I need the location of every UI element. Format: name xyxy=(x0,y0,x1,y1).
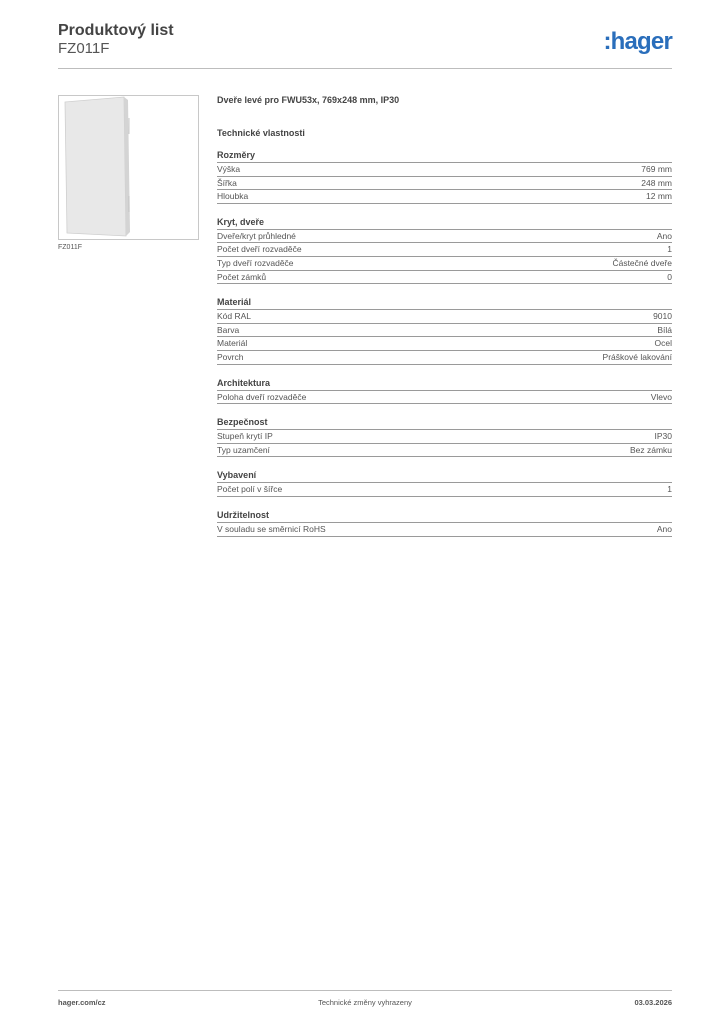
footer-divider xyxy=(58,990,672,991)
hager-logo: :hager xyxy=(603,28,672,55)
property-label: Kód RAL xyxy=(217,311,252,322)
page-header xyxy=(58,21,174,58)
property-label: Povrch xyxy=(217,351,244,362)
property-row xyxy=(217,243,672,257)
property-value: Částečné dveře xyxy=(612,257,672,268)
property-value: Práškové lakování xyxy=(602,351,672,362)
section-heading: Udržitelnost xyxy=(217,509,672,523)
property-row xyxy=(217,310,672,324)
property-value: Bílá xyxy=(657,324,672,335)
property-section xyxy=(217,377,672,405)
product-image xyxy=(58,95,199,240)
property-value: 0 xyxy=(667,271,672,282)
property-label: Dveře/kryt průhledné xyxy=(217,230,296,241)
property-label: Poloha dveří rozvaděče xyxy=(217,391,307,402)
section-heading: Architektura xyxy=(217,377,672,391)
property-row xyxy=(217,351,672,365)
footer-date: 03.03.2026 xyxy=(634,998,672,1007)
property-value: 1 xyxy=(667,484,672,495)
property-value: 9010 xyxy=(653,311,672,322)
property-value: 769 mm xyxy=(641,164,672,174)
property-row xyxy=(217,271,672,285)
property-row xyxy=(217,523,672,537)
footer-note: Technické změny vyhrazeny xyxy=(318,998,412,1007)
page-title: Produktový list xyxy=(58,22,174,39)
property-label: Výška xyxy=(217,164,241,174)
property-value: Ano xyxy=(656,523,672,534)
product-description: Dveře levé pro FWU53x, 769x248 mm, IP30 xyxy=(217,95,400,105)
property-row xyxy=(217,230,672,244)
product-code: FZ011F xyxy=(58,40,110,57)
property-label: Šířka xyxy=(217,177,237,188)
properties-list xyxy=(217,149,672,537)
property-label: V souladu se směrnicí RoHS xyxy=(217,523,326,534)
property-row xyxy=(217,163,672,177)
property-value: 12 mm xyxy=(646,191,672,202)
image-caption: FZ011F xyxy=(58,244,82,251)
property-row xyxy=(217,177,672,191)
property-value: Bez zámku xyxy=(629,444,672,455)
property-value: 248 mm xyxy=(641,177,672,188)
property-section xyxy=(217,149,672,204)
property-row xyxy=(217,483,672,497)
property-section xyxy=(217,296,672,364)
property-section xyxy=(217,469,672,497)
property-label: Stupeň krytí IP xyxy=(217,431,273,442)
property-label: Počet dveří rozvaděče xyxy=(217,244,302,255)
property-label: Barva xyxy=(217,324,240,335)
door-panel-image xyxy=(59,96,198,239)
property-row xyxy=(217,444,672,458)
section-heading: Vybavení xyxy=(217,469,672,483)
property-section xyxy=(217,416,672,457)
property-row xyxy=(217,337,672,351)
property-value: Vlevo xyxy=(650,391,672,402)
property-row xyxy=(217,257,672,271)
property-label: Typ dveří rozvaděče xyxy=(217,257,294,268)
property-value: Ano xyxy=(656,230,672,241)
section-heading: Kryt, dveře xyxy=(217,216,672,230)
property-label: Hloubka xyxy=(217,191,249,202)
section-heading: Materiál xyxy=(217,296,672,310)
property-value: IP30 xyxy=(654,431,672,442)
property-value: 1 xyxy=(667,244,672,255)
property-value: Ocel xyxy=(654,338,672,349)
product-details xyxy=(217,95,672,537)
property-row xyxy=(217,430,672,444)
property-row xyxy=(217,190,672,204)
property-row xyxy=(217,391,672,405)
property-label: Počet zámků xyxy=(217,271,267,282)
property-section xyxy=(217,509,672,537)
section-heading: Rozměry xyxy=(217,149,672,163)
property-row xyxy=(217,324,672,338)
property-label: Počet polí v šířce xyxy=(217,484,283,495)
section-heading: Bezpečnost xyxy=(217,416,672,430)
property-label: Typ uzamčení xyxy=(217,444,270,455)
property-section xyxy=(217,216,672,284)
technical-properties-title: Technické vlastnosti xyxy=(217,128,305,138)
property-label: Materiál xyxy=(217,338,248,349)
header-divider xyxy=(58,68,672,69)
footer-website: hager.com/cz xyxy=(58,998,106,1007)
